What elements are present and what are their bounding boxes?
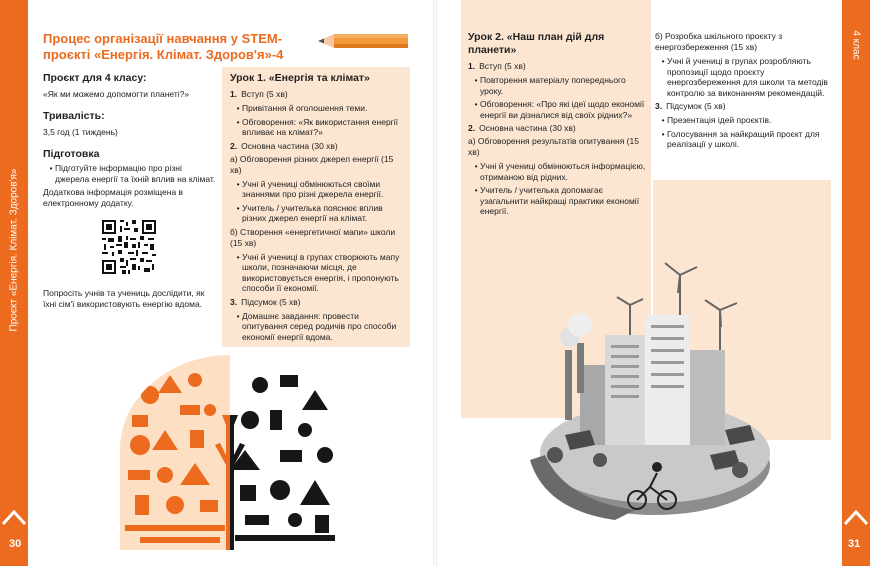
prep-list <box>43 163 218 184</box>
page-title: Процес організації навчання у STEM-проєкті «Енергія. Клімат. Здоров'я»-4 <box>43 31 284 62</box>
list-item: • Презентація ідей проєктів. <box>667 115 835 126</box>
lesson2-sub-b-list <box>655 56 835 98</box>
lesson1-step1-list <box>230 103 404 138</box>
list-item: • Учні й учениці в групах розробляють пропозиції щодо проєкту енергозбереження для школи та методів контролю за виконанням рекомендацій. <box>667 56 835 98</box>
list-item: • Підготуйте інформацію про різні джерела енергії та їхній вплив на клімат. <box>55 163 218 184</box>
page-number-right: 31 <box>848 538 861 550</box>
project-info <box>43 72 218 209</box>
lesson2-step2: 2. Основна частина (30 хв) <box>468 123 576 133</box>
list-item: • Учні й учениці в групах створюють мапу школи, позначаючи місця, де використовується енергія, і пропонують способи її економії. <box>242 252 404 294</box>
list-item: • Домашнє завдання: провести опитування серед родичів про способи економії енергії вдома. <box>242 311 404 343</box>
qr-code[interactable] <box>102 220 156 274</box>
page-number-left: 30 <box>9 538 22 550</box>
lesson1-title: Урок 1. «Енергія та клімат» <box>230 72 370 84</box>
list-item: • Голосування за найкращий проєкт для реалізації у школі. <box>667 129 835 150</box>
lesson1-sub-a: а) Обговорення різних джерел енергії (15 хв) <box>230 153 394 175</box>
duration-value: 3,5 год (1 тиждень) <box>43 127 118 137</box>
book-gutter <box>433 0 437 566</box>
lesson2-continued <box>655 31 835 153</box>
lesson1-sub-a-list <box>230 179 404 224</box>
lesson1-sub-b-list <box>230 252 404 294</box>
lesson1-step2: 2. Основна частина (30 хв) <box>230 140 338 151</box>
lesson1 <box>230 72 404 345</box>
lesson2-sub-a-list <box>468 161 646 217</box>
lesson1-sub-b: б) Створення «енергетичної мапи» школи (15 хв) <box>230 226 396 248</box>
chevron-up-icon <box>842 498 870 538</box>
pencil-icon <box>318 32 410 50</box>
eco-city-illustration <box>525 255 775 530</box>
extra-info: Додаткова інформація розміщена в електронному додатку. <box>43 187 184 208</box>
list-item: • Обговорення: «Про які ідеї щодо економії енергії ви дізналися від своїх рідних?» <box>480 99 646 120</box>
lesson2-step1-list <box>468 75 646 120</box>
list-item: • Повторення матеріалу попереднього уроку. <box>480 75 646 96</box>
project-heading: Проєкт для 4 класу: <box>43 72 147 84</box>
lesson1-step3-list <box>230 311 404 343</box>
list-item: • Обговорення: «Як використання енергії впливає на клімат?» <box>242 117 404 138</box>
list-item: • Учні й учениці обмінюються своїми знаннями про різні джерела енергії. <box>242 179 404 200</box>
lesson2-sub-a: а) Обговорення результатів опитування (15 хв) <box>468 136 639 157</box>
prep-heading: Підготовка <box>43 148 100 160</box>
left-side-caption: Проєкт «Енергія. Клімат. Здоров'я» <box>8 168 20 332</box>
lesson2-sub-b: б) Розробка шкільного проєкту з енергозбереження (15 хв) <box>655 31 783 52</box>
project-question: «Як ми можемо допомогти планеті?» <box>43 89 190 99</box>
list-item: • Учитель / учителька допомагає узагальнити найкращі практики економії енергії. <box>480 185 646 217</box>
lesson2-step1: 1. Вступ (5 хв) <box>468 61 526 71</box>
duration-heading: Тривалість: <box>43 110 105 122</box>
lesson2 <box>468 31 646 220</box>
list-item: • Учитель / учителька пояснює вплив різних джерел енергії на клімат. <box>242 203 404 224</box>
right-side-caption: 4 клас <box>850 30 862 60</box>
list-item: • Учні й учениці обмінюються інформацією, отриманою від рідних. <box>480 161 646 182</box>
lesson1-step1: 1. Вступ (5 хв) <box>230 89 288 99</box>
lesson1-step3: 3. Підсумок (5 хв) <box>230 296 301 307</box>
tree-illustration <box>120 355 340 550</box>
lesson2-title: Урок 2. «Наш план дій для планети» <box>468 31 605 56</box>
family-task-text: Попросіть учнів та учениць дослідити, як їхні сім'ї використовують енергію вдома. <box>43 288 205 309</box>
lesson2-step3: 3. Підсумок (5 хв) <box>655 101 726 111</box>
chevron-up-icon <box>0 498 28 538</box>
list-item: • Привітання й оголошення теми. <box>242 103 404 114</box>
lesson2-step3-list <box>655 115 835 150</box>
